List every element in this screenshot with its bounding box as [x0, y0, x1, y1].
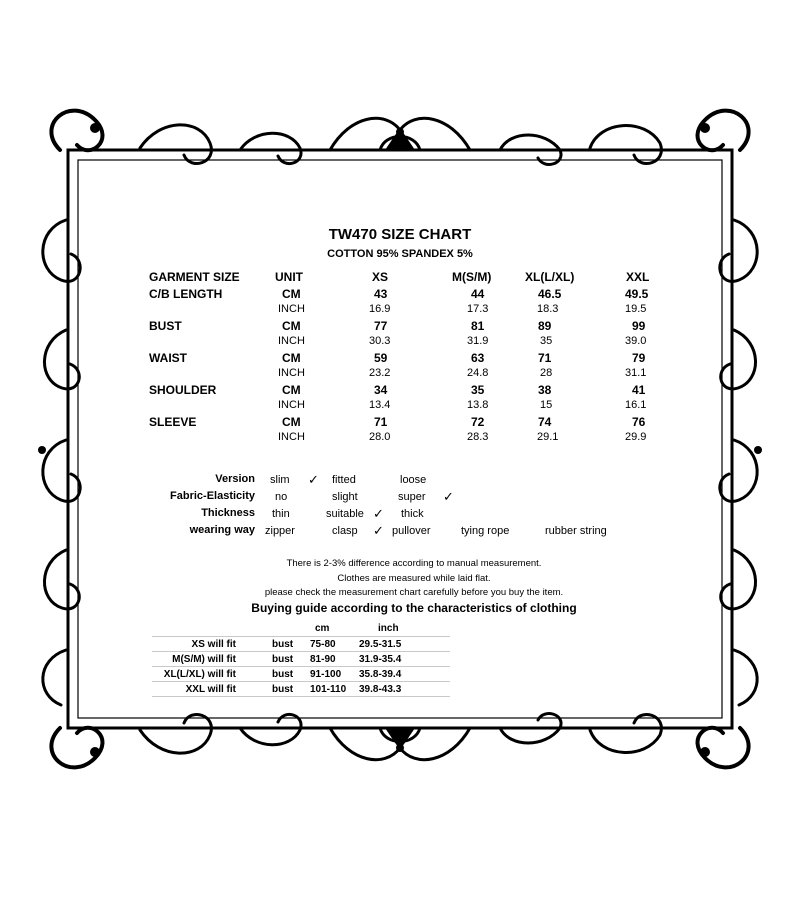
inch-value: 29.9: [625, 431, 647, 443]
measure-label: WAIST: [149, 351, 187, 365]
property-label-version: Version: [215, 473, 255, 485]
divider: [152, 666, 450, 667]
check-mark: ✓: [373, 506, 384, 521]
inch-value: 16.1: [625, 399, 647, 411]
cm-value: 49.5: [625, 287, 649, 301]
cm-value: 63: [471, 351, 485, 365]
cm-value: 38: [538, 383, 552, 397]
guide-row-part: bust: [272, 669, 294, 680]
size-header-m: M(S/M): [452, 270, 492, 284]
guide-row-cm: 91-100: [310, 669, 342, 680]
inch-value: 39.0: [625, 335, 647, 347]
unit-cm: CM: [282, 319, 301, 333]
cm-value: 71: [538, 351, 552, 365]
option-slight: slight: [332, 491, 358, 503]
inch-value: 28.3: [467, 431, 489, 443]
cm-value: 81: [471, 319, 485, 333]
divider: [152, 636, 450, 637]
cm-value: 99: [632, 319, 646, 333]
guide-header-inch: inch: [378, 623, 399, 634]
option-loose: loose: [400, 474, 427, 486]
option-thin: thin: [272, 508, 290, 520]
unit-inch: INCH: [278, 399, 305, 411]
unit-header: UNIT: [275, 270, 303, 284]
inch-value: 28.0: [369, 431, 391, 443]
inch-value: 23.2: [369, 367, 391, 379]
guide-row-cm: 75-80: [310, 639, 336, 650]
note-line: Clothes are measured while laid flat.: [337, 573, 491, 584]
cm-value: 34: [374, 383, 388, 397]
guide-row-inch: 39.8-43.3: [359, 684, 402, 695]
cm-value: 46.5: [538, 287, 562, 301]
check-mark: ✓: [373, 523, 384, 538]
option-fitted: fitted: [332, 474, 356, 486]
inch-value: 15: [540, 399, 553, 411]
option-pullover: pullover: [392, 525, 431, 537]
unit-cm: CM: [282, 415, 301, 429]
unit-cm: CM: [282, 287, 301, 301]
inch-value: 13.4: [369, 399, 391, 411]
guide-row-label: M(S/M) will fit: [172, 654, 236, 665]
unit-inch: INCH: [278, 303, 305, 315]
inch-value: 16.9: [369, 303, 391, 315]
unit-inch: INCH: [278, 335, 305, 347]
material-subtitle: COTTON 95% SPANDEX 5%: [327, 248, 473, 260]
cm-value: 59: [374, 351, 388, 365]
inch-value: 17.3: [467, 303, 489, 315]
measure-label: BUST: [149, 319, 182, 333]
option-no: no: [275, 491, 288, 503]
buying-guide-title: Buying guide according to the characteristics of clothing: [251, 601, 577, 615]
inch-value: 24.8: [467, 367, 489, 379]
option-thick: thick: [401, 508, 424, 520]
cm-value: 74: [538, 415, 552, 429]
size-header-xs: XS: [372, 270, 389, 284]
cm-value: 44: [471, 287, 485, 301]
unit-cm: CM: [282, 383, 301, 397]
garment-size-header: GARMENT SIZE: [149, 270, 240, 284]
guide-row-part: bust: [272, 639, 294, 650]
property-label-wearing-way: wearing way: [189, 524, 255, 536]
option-zipper: zipper: [265, 525, 295, 537]
option-rubber-string: rubber string: [545, 525, 607, 537]
property-label-elasticity: Fabric-Elasticity: [170, 490, 255, 502]
inch-value: 30.3: [369, 335, 391, 347]
cm-value: 72: [471, 415, 485, 429]
guide-row-label: XL(L/XL) will fit: [163, 669, 236, 680]
option-tying-rope: tying rope: [461, 525, 510, 537]
inch-value: 31.9: [467, 335, 489, 347]
unit-inch: INCH: [278, 367, 305, 379]
cm-value: 79: [632, 351, 646, 365]
guide-row-label: XS will fit: [191, 639, 236, 650]
note-line: There is 2-3% difference according to manual measurement.: [286, 558, 542, 569]
guide-header-cm: cm: [315, 623, 330, 634]
guide-row-inch: 31.9-35.4: [359, 654, 402, 665]
cm-value: 89: [538, 319, 552, 333]
measure-label: C/B LENGTH: [149, 287, 223, 301]
inch-value: 18.3: [537, 303, 559, 315]
guide-row-inch: 29.5-31.5: [359, 639, 402, 650]
inch-value: 35: [540, 335, 553, 347]
size-header-xl: XL(L/XL): [525, 270, 575, 284]
guide-row-part: bust: [272, 684, 294, 695]
measure-label: SLEEVE: [149, 415, 197, 429]
inch-value: 29.1: [537, 431, 559, 443]
inch-value: 28: [540, 367, 553, 379]
cm-value: 71: [374, 415, 388, 429]
divider: [152, 696, 450, 697]
measure-label: SHOULDER: [149, 383, 217, 397]
cm-value: 77: [374, 319, 388, 333]
unit-inch: INCH: [278, 431, 305, 443]
size-header-xxl: XXL: [626, 270, 650, 284]
inch-value: 13.8: [467, 399, 489, 411]
note-line: please check the measurement chart carefully before you buy the item.: [264, 587, 564, 598]
option-super: super: [398, 491, 426, 503]
check-mark: ✓: [443, 489, 454, 504]
guide-row-cm: 101-110: [310, 684, 347, 695]
inch-value: 19.5: [625, 303, 647, 315]
cm-value: 41: [632, 383, 646, 397]
check-mark: ✓: [308, 472, 319, 487]
option-slim: slim: [270, 474, 290, 486]
property-label-thickness: Thickness: [201, 507, 255, 519]
guide-row-cm: 81-90: [310, 654, 336, 665]
guide-row-inch: 35.8-39.4: [359, 669, 402, 680]
inch-value: 31.1: [625, 367, 647, 379]
guide-row-label: XXL will fit: [185, 684, 236, 695]
page-title: TW470 SIZE CHART: [328, 226, 472, 243]
guide-row-part: bust: [272, 654, 294, 665]
divider: [152, 681, 450, 682]
cm-value: 43: [374, 287, 388, 301]
unit-cm: CM: [282, 351, 301, 365]
option-clasp: clasp: [332, 525, 358, 537]
cm-value: 35: [471, 383, 485, 397]
cm-value: 76: [632, 415, 646, 429]
divider: [152, 651, 450, 652]
option-suitable: suitable: [326, 508, 364, 520]
